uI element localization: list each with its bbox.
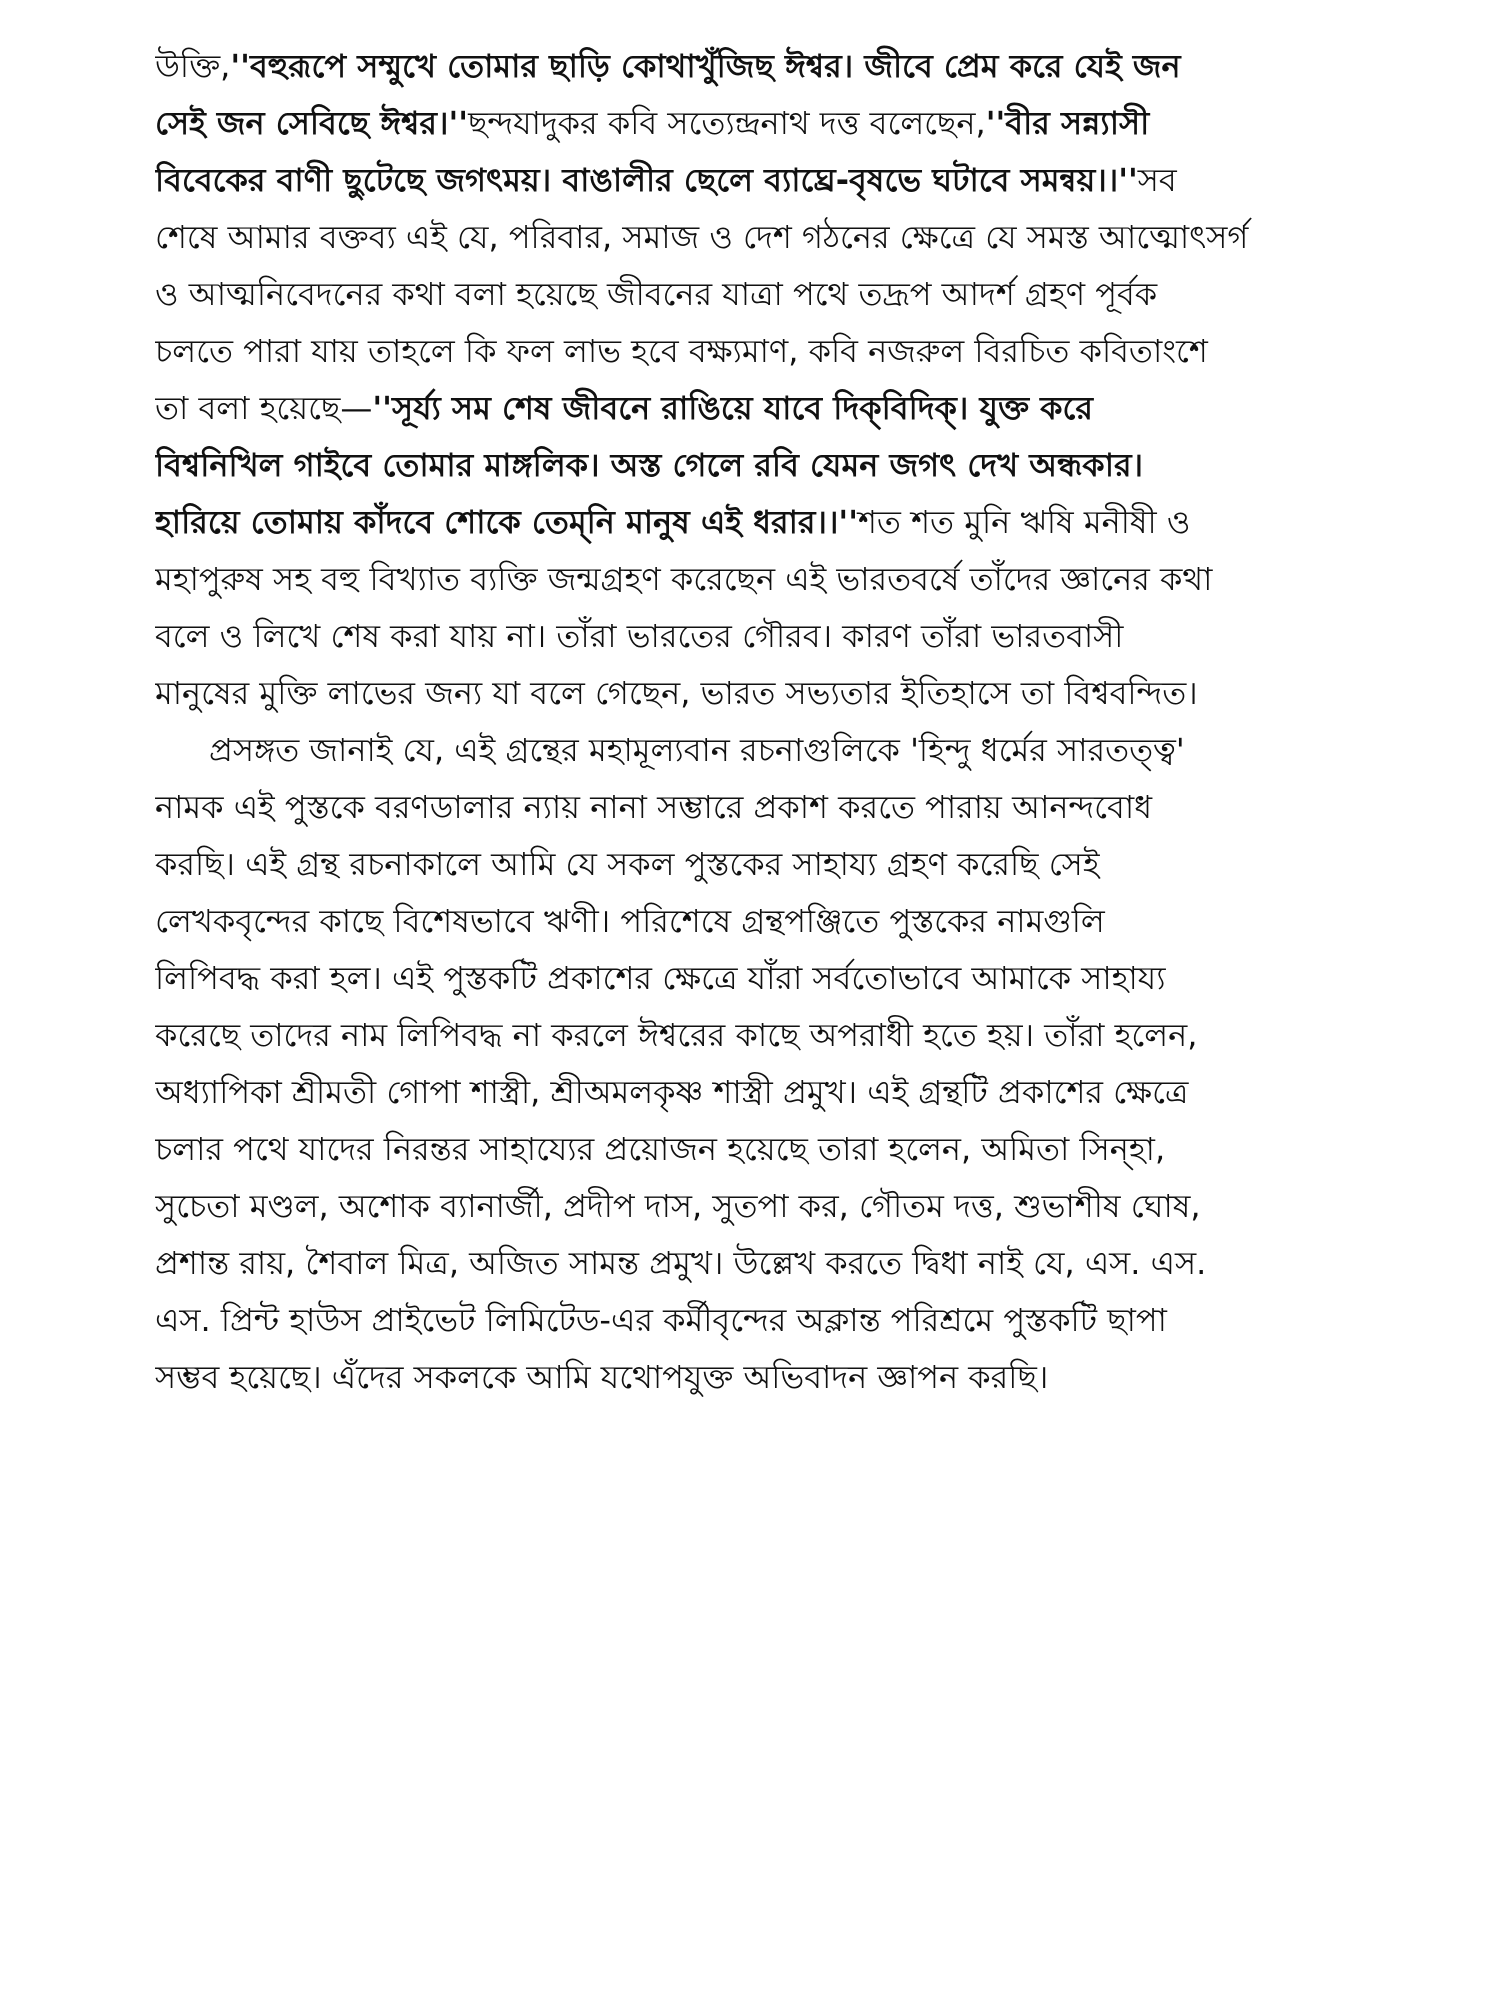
text-line [155,779,1355,836]
text-line [155,608,1355,665]
text-span: বলে ও লিখে শেষ করা যায় না। তাঁরা ভারতের গৌরব। কারণ তাঁরা ভারতবাসী [155,617,1124,655]
text-line [155,893,1355,950]
quote-bold: বিশ্বনিখিল গাইবে তোমার মাঙ্গলিক। অস্ত গেলে রবি যেমন জগৎ দেখ অন্ধকার। [155,446,1144,484]
quote-bold: ''বীর সন্ন্যাসী [985,104,1150,142]
text-line [155,665,1355,722]
text-span: নামক এই পুস্তকে বরণডালার ন্যায় নানা সম্ভারে প্রকাশ করতে পারায় আনন্দবোধ [155,788,1153,826]
text-span: শেষে আমার বক্তব্য এই যে, পরিবার, সমাজ ও দেশ গঠনের ক্ষেত্রে যে সমস্ত আত্মোৎসর্গ [155,218,1249,256]
text-line [155,722,1355,779]
text-span: তা বলা হয়েছে— [155,389,373,427]
text-span: লেখকবৃন্দের কাছে বিশেষভাবে ঋণী। পরিশেষে গ্রন্থপঞ্জিতে পুস্তকের নামগুলি [155,902,1105,940]
text-span: লিপিবদ্ধ করা হল। এই পুস্তকটি প্রকাশের ক্ষেত্রে যাঁরা সর্বতোভাবে আমাকে সাহায্য [155,959,1166,997]
text-line [155,1121,1355,1178]
text-line [155,266,1355,323]
text-span: ছন্দযাদুকর কবি সত্যেন্দ্রনাথ দত্ত বলেছেন, [468,104,986,142]
text-span: মানুষের মুক্তি লাভের জন্য যা বলে গেছেন, ভারত সভ্যতার ইতিহাসে তা বিশ্ববন্দিত। [155,674,1198,712]
text-line [155,1064,1355,1121]
text-line [155,950,1355,1007]
text-line [155,551,1355,608]
text-line [155,152,1355,209]
quote-bold: বিবেকের বাণী ছুটেছে জগৎময়। বাঙালীর ছেলে ব্যাঘ্রে-বৃষভে ঘটাবে সমন্বয়।।'' [155,161,1138,199]
text-span: করেছে তাদের নাম লিপিবদ্ধ না করলে ঈশ্বরের কাছে অপরাধী হতে হয়। তাঁরা হলেন, [155,1016,1198,1054]
text-line [155,38,1355,95]
text-line [155,380,1355,437]
quote-bold: ''সূর্য্য সম শেষ জীবনে রাঙিয়ে যাবে দিক্‌বিদিক্। যুক্ত করে [372,389,1094,427]
text-line [155,209,1355,266]
text-line [155,323,1355,380]
text-span: উক্তি, [155,47,231,85]
text-span: প্রসঙ্গত জানাই যে, এই গ্রন্থের মহামূল্যবান রচনাগুলিকে 'হিন্দু ধর্মের সারতত্ত্ব' [209,731,1185,769]
quote-bold: ''বহুরূপে সম্মুখে তোমার ছাড়ি কোথাখুঁজিছ ঈশ্বর। জীবে প্রেম করে যেই জন [230,47,1181,85]
text-span: করছি। এই গ্রন্থ রচনাকালে আমি যে সকল পুস্তকের সাহায্য গ্রহণ করেছি সেই [155,845,1100,883]
paragraph-2 [155,722,1355,1406]
text-line [155,1235,1355,1292]
text-span: সম্ভব হয়েছে। এঁদের সকলকে আমি যথোপযুক্ত অভিবাদন জ্ঞাপন করছি। [155,1358,1049,1396]
text-line [155,836,1355,893]
text-line [155,1349,1355,1406]
text-span: ও আত্মনিবেদনের কথা বলা হয়েছে জীবনের যাত্রা পথে তদ্রূপ আদর্শ গ্রহণ পূর্বক [155,275,1158,313]
text-span: সব [1137,161,1177,199]
text-line [155,95,1355,152]
text-span: এস. প্রিন্ট হাউস প্রাইভেট লিমিটেড-এর কর্মীবৃন্দের অক্লান্ত পরিশ্রমে পুস্তকটি ছাপা [155,1301,1167,1339]
text-span: সুচেতা মণ্ডল, অশোক ব্যানার্জী, প্রদীপ দাস, সুতপা কর, গৌতম দত্ত, শুভাশীষ ঘোষ, [155,1187,1201,1225]
paragraph-1 [155,38,1355,722]
text-span: মহাপুরুষ সহ বহু বিখ্যাত ব্যক্তি জন্মগ্রহণ করেছেন এই ভারতবর্ষে তাঁদের জ্ঞানের কথা [155,560,1213,598]
quote-bold: সেই জন সেবিছে ঈশ্বর।'' [155,104,469,142]
body-text [155,38,1355,1406]
quote-bold: হারিয়ে তোমায় কাঁদবে শোকে তেম্‌নি মানুষ এই ধরার।।'' [155,503,858,541]
text-span: শত শত মুনি ঋষি মনীষী ও [858,503,1191,541]
text-line [155,1292,1355,1349]
text-span: চলতে পারা যায় তাহলে কি ফল লাভ হবে বক্ষ্যমাণ, কবি নজরুল বিরচিত কবিতাংশে [155,332,1208,370]
text-line [155,437,1355,494]
text-line [155,1007,1355,1064]
text-span: অধ্যাপিকা শ্রীমতী গোপা শাস্ত্রী, শ্রীঅমলকৃষ্ণ শাস্ত্রী প্রমুখ। এই গ্রন্থটি প্রকাশের ক্ষেত্রে [155,1073,1189,1111]
text-line [155,1178,1355,1235]
text-line [155,494,1355,551]
text-span: প্রশান্ত রায়, শৈবাল মিত্র, অজিত সামন্ত প্রমুখ। উল্লেখ করতে দ্বিধা নাই যে, এস. এস. [155,1244,1207,1282]
text-span: চলার পথে যাদের নিরন্তর সাহায্যের প্রয়োজন হয়েছে তারা হলেন, অমিতা সিন্‌হা, [155,1130,1166,1168]
